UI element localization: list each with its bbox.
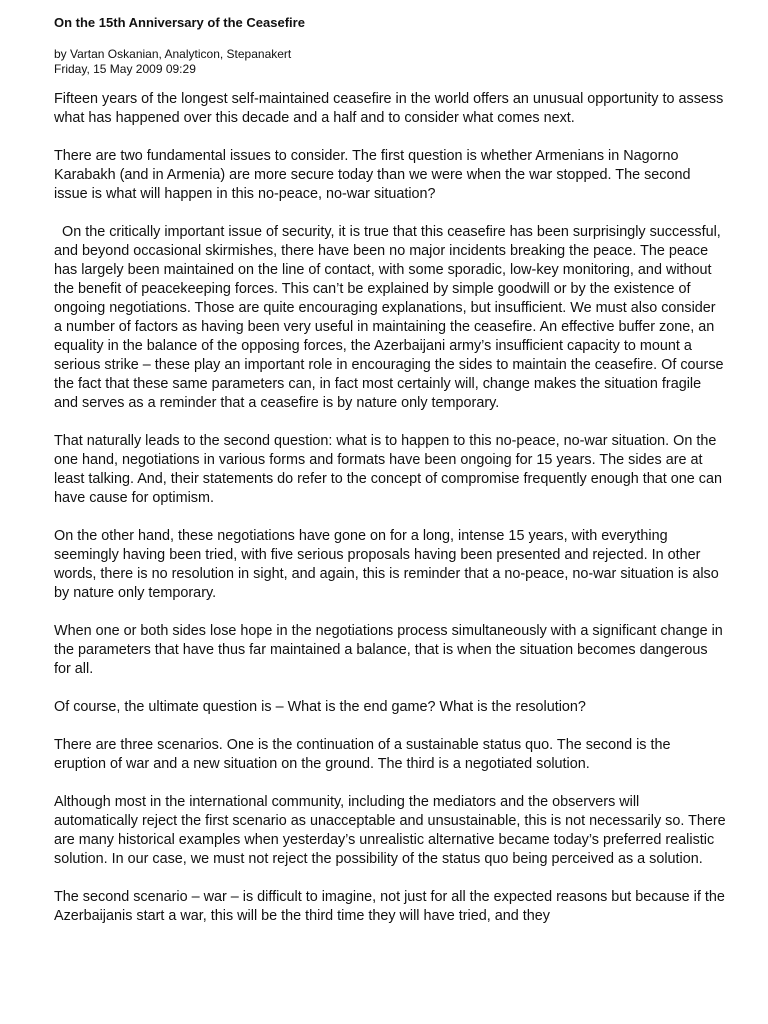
article-paragraph: Fifteen years of the longest self-maintained ceasefire in the world offers an unusual opportunity to assess what has happened over this decade and a half and to consider what comes next.	[54, 91, 724, 126]
article-byline: by Vartan Oskanian, Analyticon, Stepanakert	[54, 47, 292, 61]
article-paragraph: On the other hand, these negotiations have gone on for a long, intense 15 years, with everything seemingly having been tried, with five serious proposals having been presented and rejected. In other words, there is no resolution in sight, and again, this is reminder that a no-peace, no-war situation is also by nature only temporary.	[54, 528, 719, 601]
article-paragraph: The second scenario – war – is difficult to imagine, not just for all the expected reasons but because if the Azerbaijanis start a war, this will be the third time they will have tried, and they	[54, 889, 725, 924]
article-paragraph: There are two fundamental issues to consider. The first question is whether Armenians in Nagorno Karabakh (and in Armenia) are more secure today than we were when the war stopped. The second issue is what will happen in this no-peace, no-war situation?	[54, 148, 691, 202]
article-paragraph: Of course, the ultimate question is – What is the end game? What is the resolution?	[54, 699, 586, 715]
article-page	[54, 14, 726, 945]
article-paragraph: Although most in the international community, including the mediators and the observers will automatically reject the first scenario as unacceptable and unsustainable, this is not necessarily so. There are many historical examples when yesterday’s unrealistic alternative became today’s preferred realistic solution. In our case, we must not reject the possibility of the status quo being perceived as a solution.	[54, 794, 726, 867]
article-body	[54, 90, 726, 926]
article-title: On the 15th Anniversary of the Ceasefire	[54, 15, 305, 30]
article-paragraph: When one or both sides lose hope in the negotiations process simultaneously with a significant change in the parameters that have thus far maintained a balance, that is when the situation becomes dangerous for all.	[54, 623, 723, 677]
article-header	[54, 14, 726, 77]
article-paragraph: There are three scenarios. One is the continuation of a sustainable status quo. The second is the eruption of war and a new situation on the ground. The third is a negotiated solution.	[54, 737, 671, 772]
article-paragraph: On the critically important issue of security, it is true that this ceasefire has been surprisingly successful, and beyond occasional skirmishes, there have been no major incidents breaking the peace. The peace has largely been maintained on the line of contact, with some sporadic, low-key monitoring, and without the benefit of peacekeeping forces. This can’t be explained by simple goodwill or by the existence of ongoing negotiations. Those are quite encouraging explanations, but insufficient. We must also consider a number of factors as having been very useful in maintaining the ceasefire. An effective buffer zone, an equality in the balance of the opposing forces, the Azerbaijani army’s insufficient capacity to mount a serious strike – these play an important role in encouraging the sides to maintain the ceasefire. Of course the fact that these same parameters can, in fact most certainly will, change makes the situation fragile and serves as a reminder that a ceasefire is by nature only temporary.	[54, 224, 724, 411]
article-paragraph: That naturally leads to the second question: what is to happen to this no-peace, no-war situation. On the one hand, negotiations in various forms and formats have been ongoing for 15 years. The sides are at least talking. And, their statements do refer to the concept of compromise frequently enough that one can have cause for optimism.	[54, 433, 722, 506]
article-date: Friday, 15 May 2009 09:29	[54, 62, 196, 76]
